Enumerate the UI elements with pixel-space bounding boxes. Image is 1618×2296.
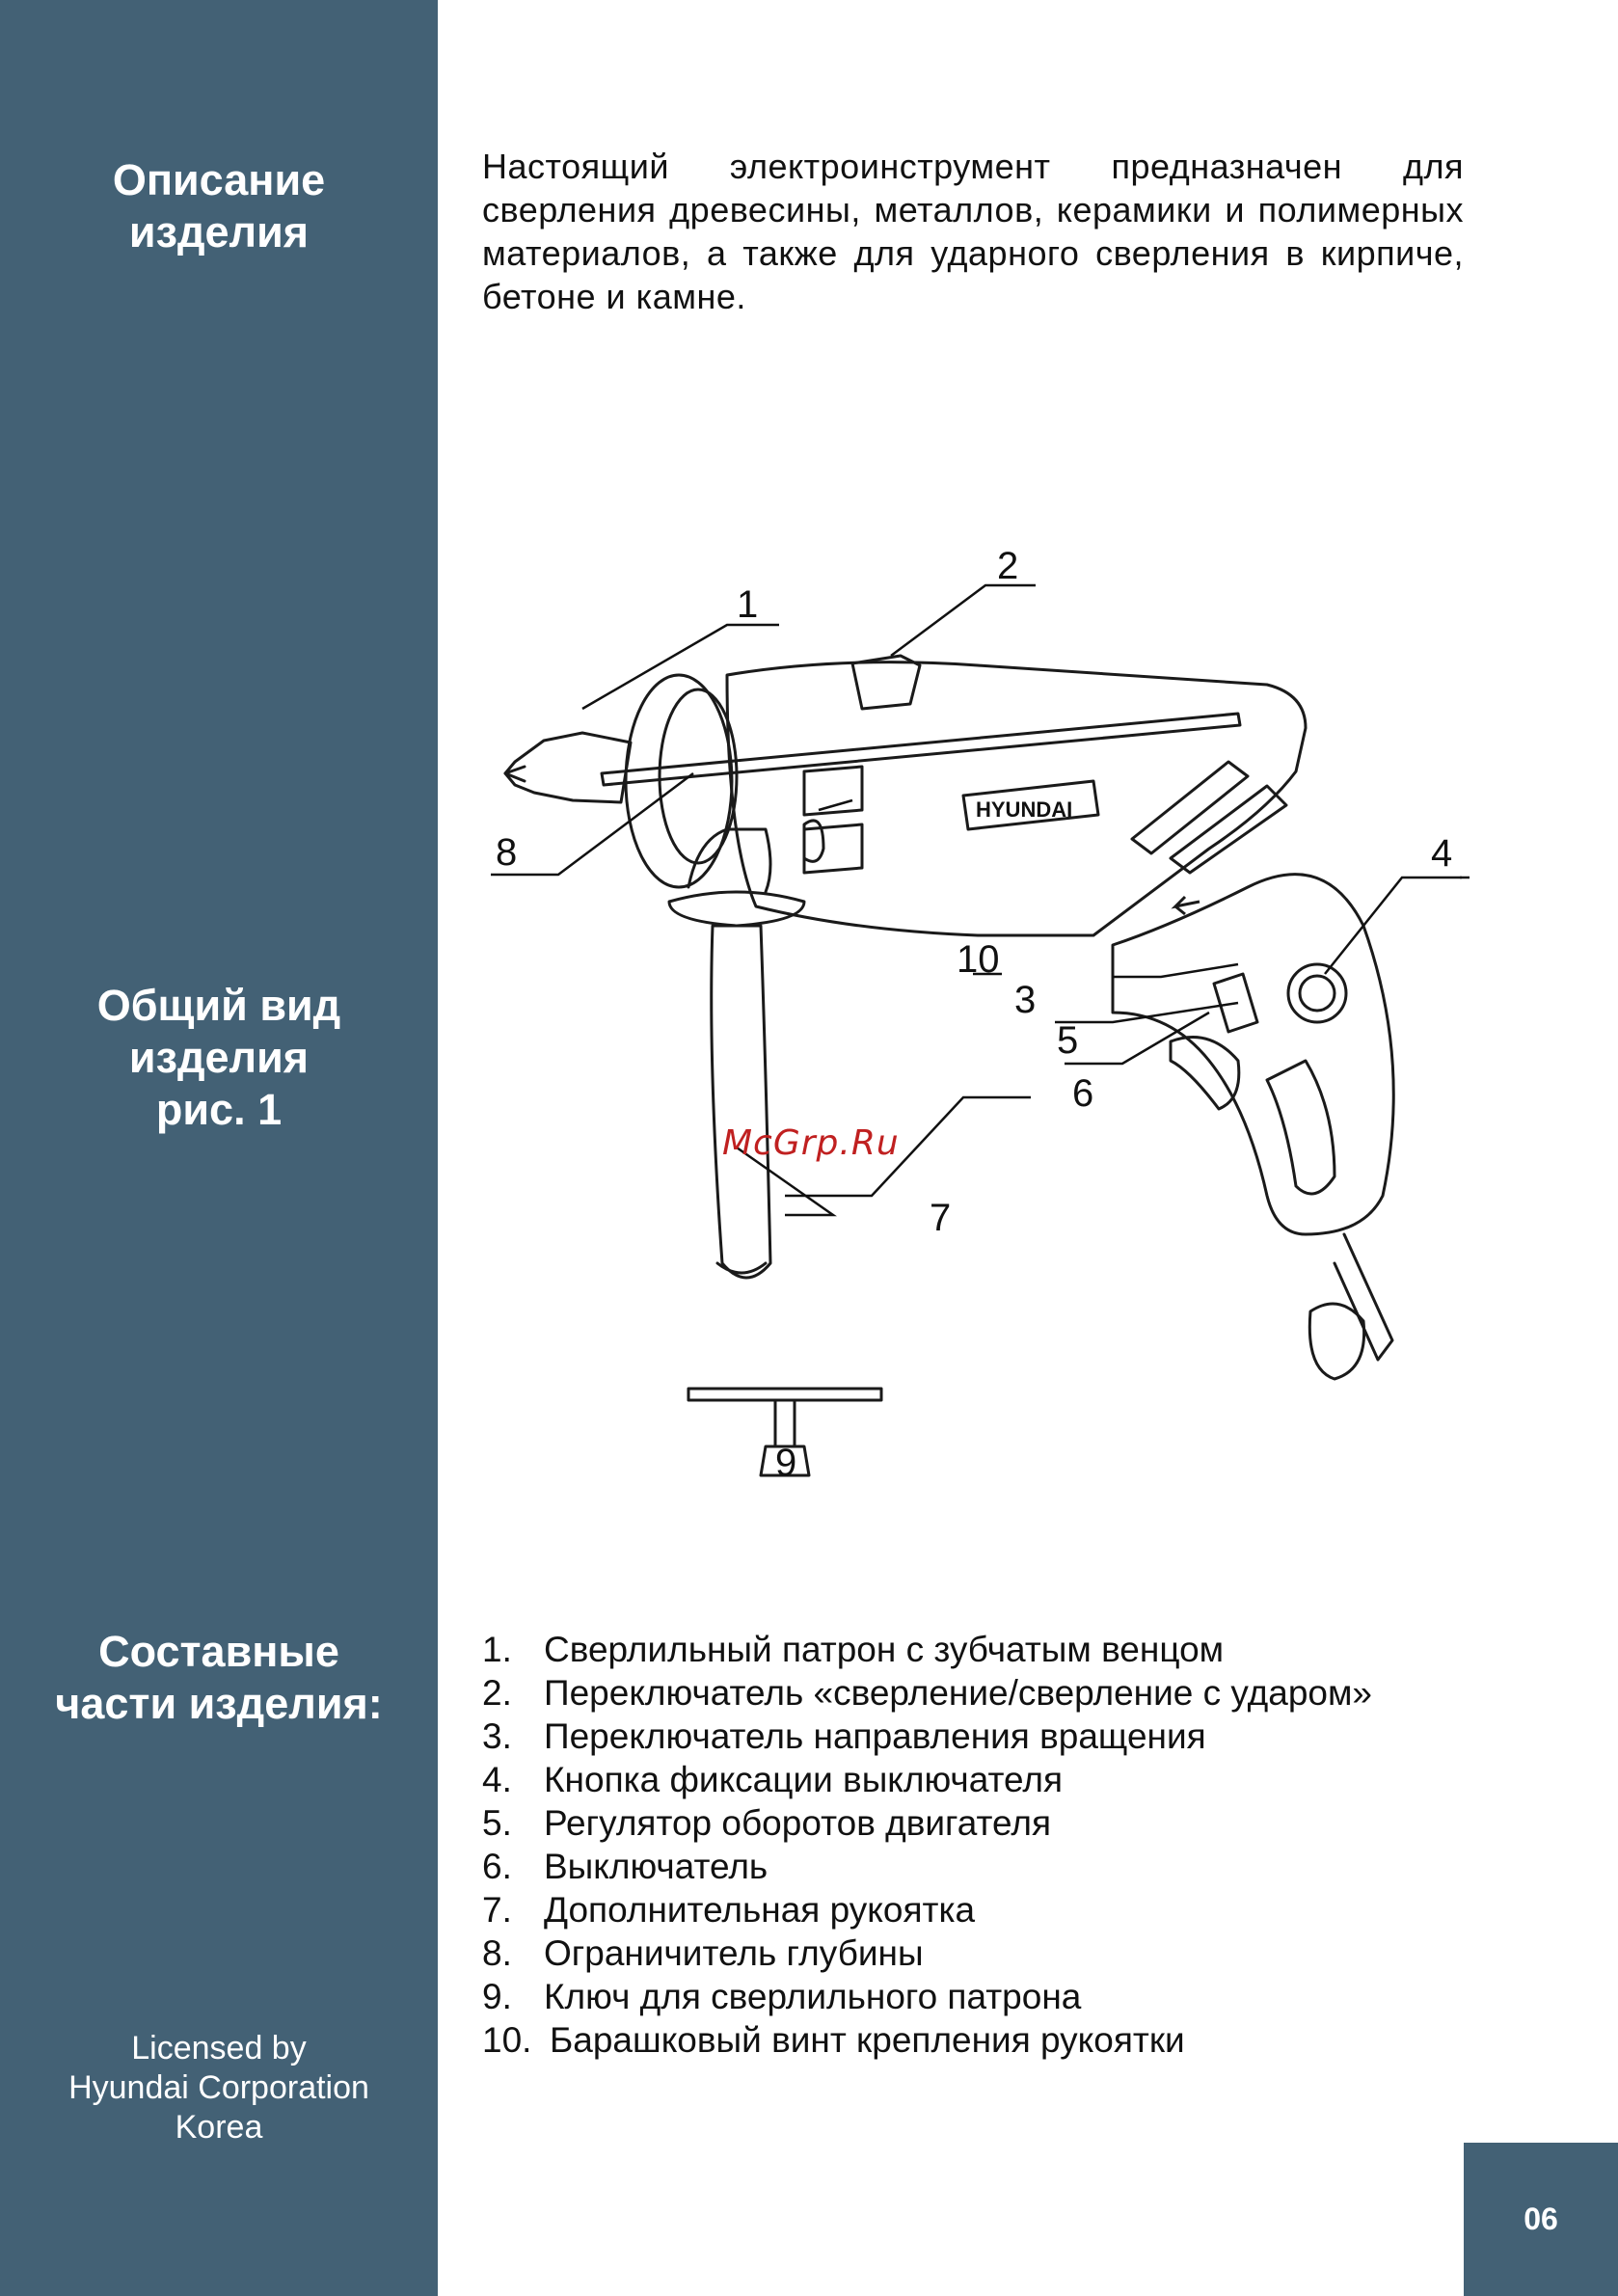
list-item: 5. Регулятор оборотов двигателя (482, 1803, 1052, 1843)
list-item: 1. Сверлильный патрон с зубчатым венцом (482, 1630, 1225, 1669)
trigger (1171, 1038, 1239, 1110)
drill-figure (438, 521, 1618, 1504)
list-item: 9. Ключ для сверлильного патрона (482, 1977, 1082, 2016)
list-item: 10. Барашковый винт крепления рукоятки (482, 2020, 1185, 2060)
lock-button (1288, 964, 1346, 1022)
sidebar (0, 0, 438, 2296)
callout-1: 1 (737, 583, 759, 626)
callout-3: 3 (1014, 979, 1037, 1021)
callout-8: 8 (496, 831, 518, 874)
depth-stop (602, 714, 1240, 785)
brand-label: HYUNDAI (976, 797, 1073, 822)
watermark: McGrp.Ru (722, 1123, 900, 1163)
main-handle (1113, 875, 1393, 1234)
page-number: 06 (1464, 2143, 1618, 2296)
heading-general-view: Общий вид изделия рис. 1 (96, 981, 341, 1134)
chuck-key-bar (688, 1389, 881, 1400)
wing-screw (804, 821, 823, 861)
callout-9: 9 (775, 1442, 797, 1484)
parts-list (482, 1628, 1372, 2062)
heading-parts: Составные части изделия: (55, 1627, 383, 1728)
callout-2: 2 (997, 545, 1019, 587)
intro-paragraph: Настоящий электроинструмент предназначен для сверления древесины, металлов, керамики и полимерных материалов, а также для ударного сверления в кирпиче, бетоне и камне. (482, 147, 1464, 316)
license-text: Licensed by Hyundai Corporation Korea (68, 2030, 369, 2146)
drill-illustration (438, 521, 1618, 1504)
list-item: 6. Выключатель (482, 1847, 769, 1886)
list-item: 2. Переключатель «сверление/сверление с ударом» (482, 1673, 1373, 1713)
callout-5: 5 (1057, 1019, 1079, 1062)
list-item: 4. Кнопка фиксации выключателя (482, 1760, 1063, 1799)
callout-7: 7 (930, 1197, 952, 1239)
callout-4: 4 (1431, 832, 1453, 875)
list-item: 8. Ограничитель глубины (482, 1933, 924, 1973)
callout-10: 10 (957, 938, 1000, 981)
side-handle-collar (669, 892, 804, 926)
side-handle (712, 926, 770, 1278)
list-item: 7. Дополнительная рукоятка (482, 1890, 976, 1930)
list-item: 3. Переключатель направления вращения (482, 1716, 1206, 1756)
callout-6: 6 (1072, 1072, 1094, 1115)
heading-description: Описание изделия (112, 155, 326, 257)
